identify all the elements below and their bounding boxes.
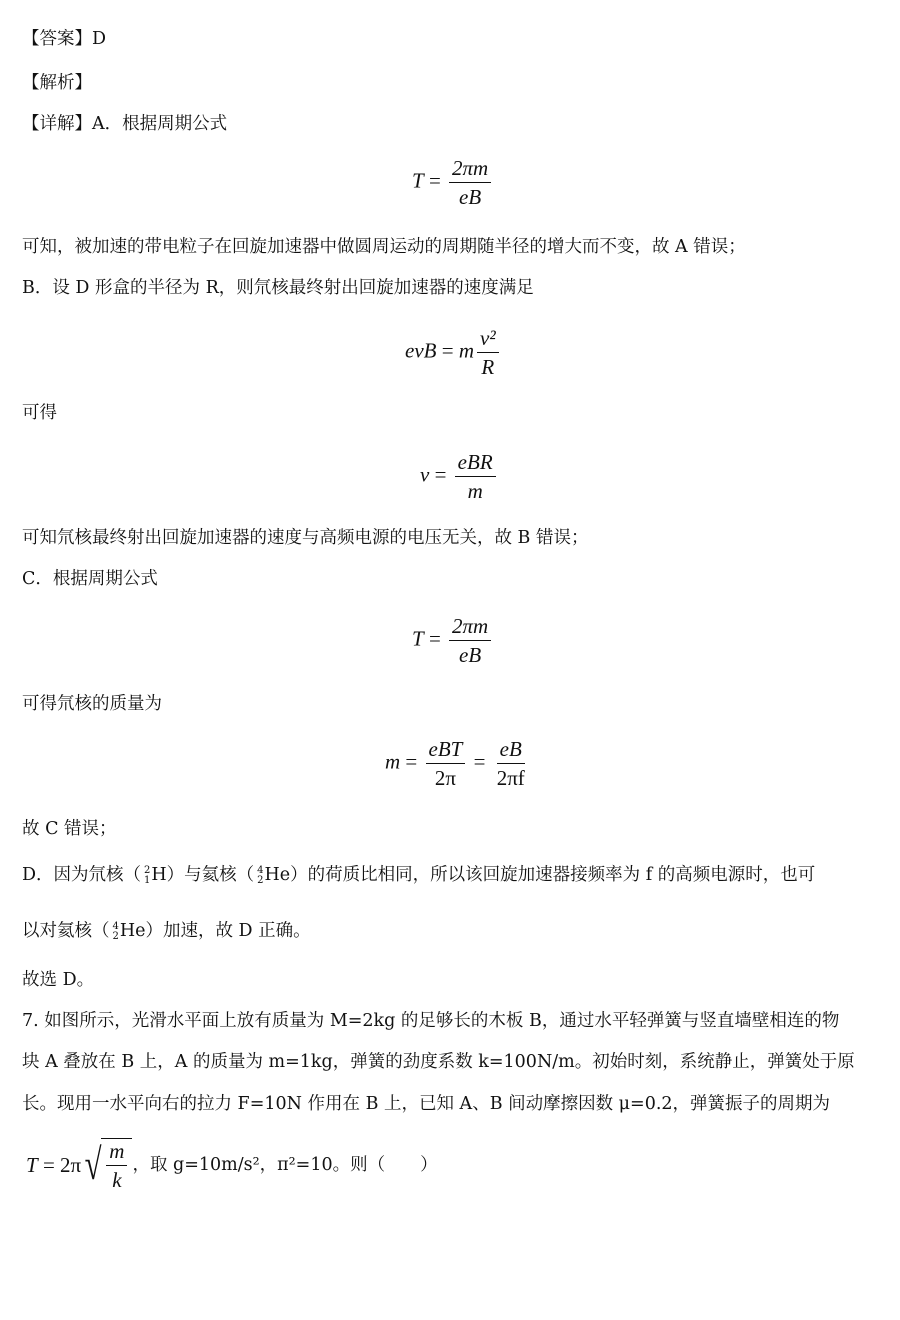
isotope-helium-2: 4 2 [112, 920, 119, 942]
answer-label: 【答案】D [22, 29, 107, 49]
equation-period-2: T = $\frac{2\pi m}{eB}$ [412, 614, 494, 667]
line-c-intro: C．根据周期公式 [22, 569, 158, 589]
question-7-line-1: 7. 如图所示，光滑水平面上放有质量为 M=2kg 的足够长的木板 B，通过水平轻弹簧与竖直墙壁相连的物 [22, 1011, 840, 1031]
analysis-label: 【解析】 [22, 73, 92, 93]
isotope-helium: 4 2 [257, 864, 264, 886]
detail-intro: 【详解】A．根据周期公式 [22, 114, 228, 134]
line-c-mass: 可得氘核的质量为 [22, 694, 162, 714]
line-d-statement: D．因为氘核（ 2 1 H）与氦核（ 4 2 He）的荷质比相同，所以该回旋加速器接频率为 f 的高频电源时，也可 [22, 864, 816, 886]
question-7-period-formula: T = 2π √ $\frac{m}{k}$ ，取 g=10m/s²，π²=10。则（ ） [26, 1139, 438, 1192]
line-choose: 故选 D。 [22, 970, 95, 990]
line-a-conclusion: 可知，被加速的带电粒子在回旋加速器中做圆周运动的周期随半径的增大而不变，故 A 错误； [22, 237, 746, 257]
question-7-line-3: 长。现用一水平向右的拉力 F=10N 作用在 B 上，已知 A、B 间动摩擦因数 μ=0.2，弹簧振子的周期为 [22, 1094, 831, 1114]
line-c-conclusion: 故 C 错误； [22, 819, 117, 839]
equation-mass: m = $\frac{\text{eBT}}{2\pi}$ = $\frac{eB}{2\pi f}$ [385, 737, 525, 790]
equation-period-1: T = $\frac{2\pi m}{eB}$ [412, 156, 494, 209]
equation-velocity: v = $\frac{\text{eBR}}{m}$ [420, 450, 499, 503]
line-b-intro: B．设 D 形盒的半径为 R，则氘核最终射出回旋加速器的速度满足 [22, 278, 534, 298]
line-b-conclusion: 可知氘核最终射出回旋加速器的速度与高频电源的电压无关，故 B 错误； [22, 528, 589, 548]
line-d-continuation: 以对氦核（ 4 2 He）加速，故 D 正确。 [22, 920, 311, 942]
question-7-line-2: 块 A 叠放在 B 上，A 的质量为 m=1kg，弹簧的劲度系数 k=100N/m。初始时刻，系统静止，弹簧处于原 [22, 1052, 855, 1072]
isotope-deuteron: 2 1 [144, 864, 151, 886]
equation-force: evB = m $\frac{\text{v²}}{R}$ [405, 326, 502, 379]
line-kede: 可得 [22, 403, 57, 423]
